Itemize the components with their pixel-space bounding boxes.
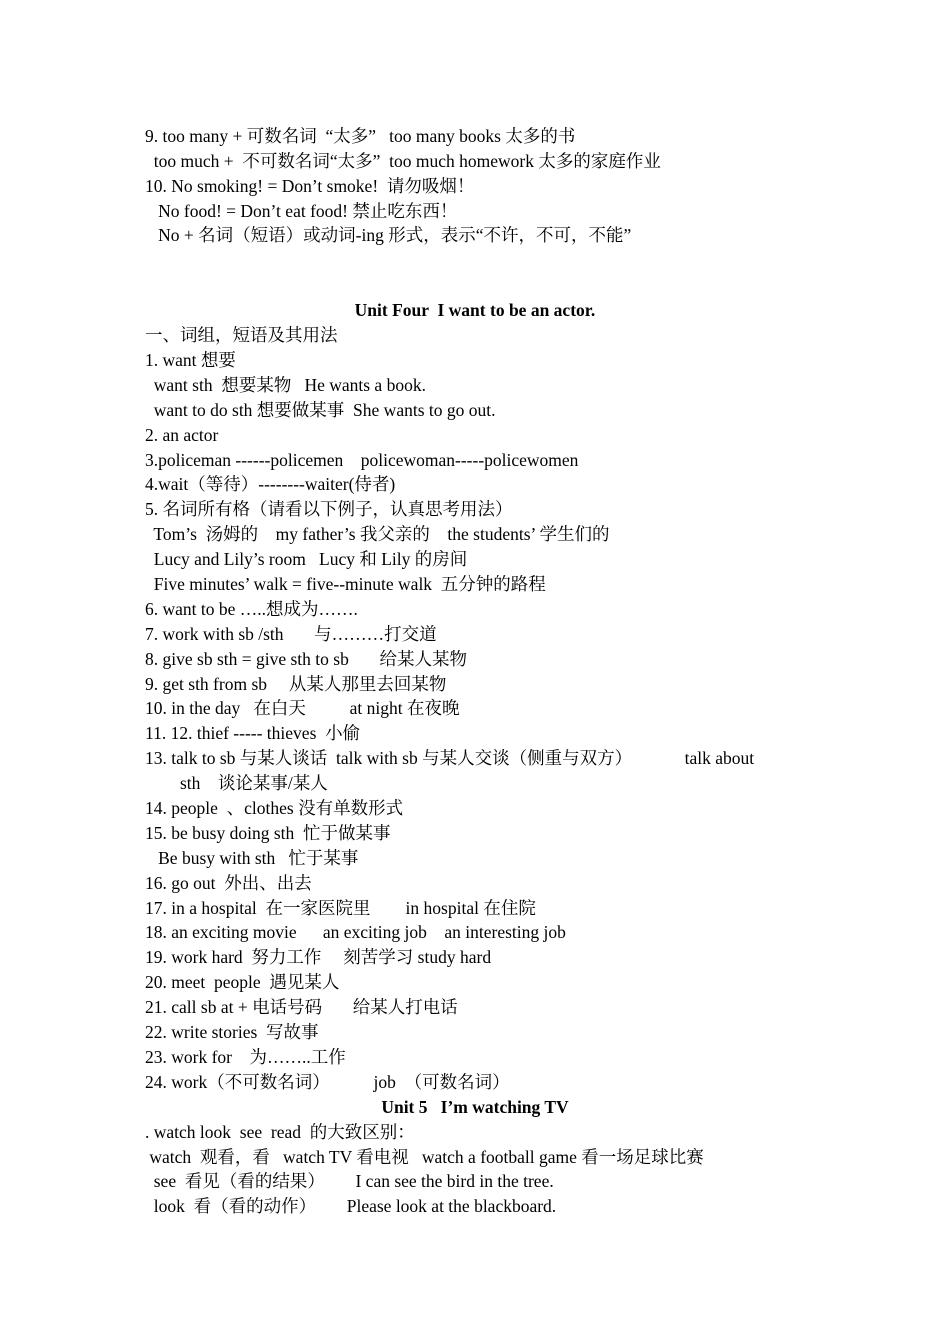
unit4-line: Five minutes’ walk = five--minute walk 五分钟的路程 [145, 574, 546, 594]
unit4-line: Be busy with sth 忙于某事 [145, 848, 359, 868]
unit4-line: 7. work with sb /sth 与………打交道 [145, 624, 437, 644]
unit4-line: 8. give sb sth = give sth to sb 给某人某物 [145, 649, 467, 669]
unit4-line: 5. 名词所有格（请看以下例子，认真思考用法） [145, 499, 513, 519]
unit4-line: 14. people 、clothes 没有单数形式 [145, 798, 404, 818]
unit4-line: 10. in the day 在白天 at night 在夜晚 [145, 698, 460, 718]
unit4-line: 19. work hard 努力工作 刻苦学习 study hard [145, 947, 492, 967]
unit4-line: 一、词组，短语及其用法 [145, 325, 338, 345]
unit4-line: 18. an exciting movie an exciting job an interesting job [145, 922, 566, 942]
unit4-line: 16. go out 外出、出去 [145, 873, 312, 893]
note-line: No + 名词（短语）或动词-ing 形式，表示“不许，不可，不能” [145, 225, 632, 245]
note-line: No food! = Don’t eat food! 禁止吃东西！ [145, 201, 458, 221]
unit4-title: Unit Four I want to be an actor. [354, 300, 596, 320]
unit4-line: 4.wait（等待）--------waiter(侍者) [145, 474, 396, 494]
unit4-line: 17. in a hospital 在一家医院里 in hospital 在住院 [145, 898, 536, 918]
unit4-line: Tom’s 汤姆的 my father’s 我父亲的 the students’ 学生们的 [145, 524, 610, 544]
unit4-line: 3.policeman ------policemen policewoman-----policewomen [145, 450, 579, 470]
unit4-line: 1. want 想要 [145, 350, 236, 370]
unit4-line: sth 谈论某事/某人 [145, 773, 328, 793]
unit4-line: want to do sth 想要做某事 She wants to go out. [145, 400, 496, 420]
unit5-line: look 看（看的动作） Please look at the blackboard. [145, 1196, 557, 1216]
unit5-line: see 看见（看的结果） I can see the bird in the tree. [145, 1171, 554, 1191]
unit5-title: Unit 5 I’m watching TV [381, 1097, 569, 1117]
unit4-line: want sth 想要某物 He wants a book. [145, 375, 426, 395]
unit4-line: 2. an actor [145, 425, 219, 445]
unit4-line: 6. want to be …..想成为……. [145, 599, 358, 619]
note-line: 10. No smoking! = Don’t smoke! 请勿吸烟！ [145, 176, 475, 196]
unit4-line: 23. work for 为……..工作 [145, 1047, 346, 1067]
unit4-line: Lucy and Lily’s room Lucy 和 Lily 的房间 [145, 549, 468, 569]
unit4-line: 20. meet people 遇见某人 [145, 972, 340, 992]
unit4-line: 22. write stories 写故事 [145, 1022, 319, 1042]
unit4-line: 13. talk to sb 与某人谈话 talk with sb 与某人交谈（侧重与双方） talk about [145, 748, 755, 768]
unit4-line: 24. work（不可数名词） job （可数名词） [145, 1072, 510, 1092]
unit4-line: 11. 12. thief ----- thieves 小偷 [145, 723, 361, 743]
unit4-line: 9. get sth from sb 从某人那里去回某物 [145, 674, 447, 694]
unit5-line: watch 观看，看 watch TV 看电视 watch a football game 看一场足球比赛 [145, 1147, 704, 1167]
unit4-line: 21. call sb at + 电话号码 给某人打电话 [145, 997, 458, 1017]
note-line: 9. too many + 可数名词 “太多” too many books 太多的书 [145, 126, 576, 146]
note-line: too much + 不可数名词“太多” too much homework 太多的家庭作业 [145, 151, 661, 171]
unit5-line: . watch look see read 的大致区别： [145, 1122, 415, 1142]
unit4-line: 15. be busy doing sth 忙于做某事 [145, 823, 391, 843]
